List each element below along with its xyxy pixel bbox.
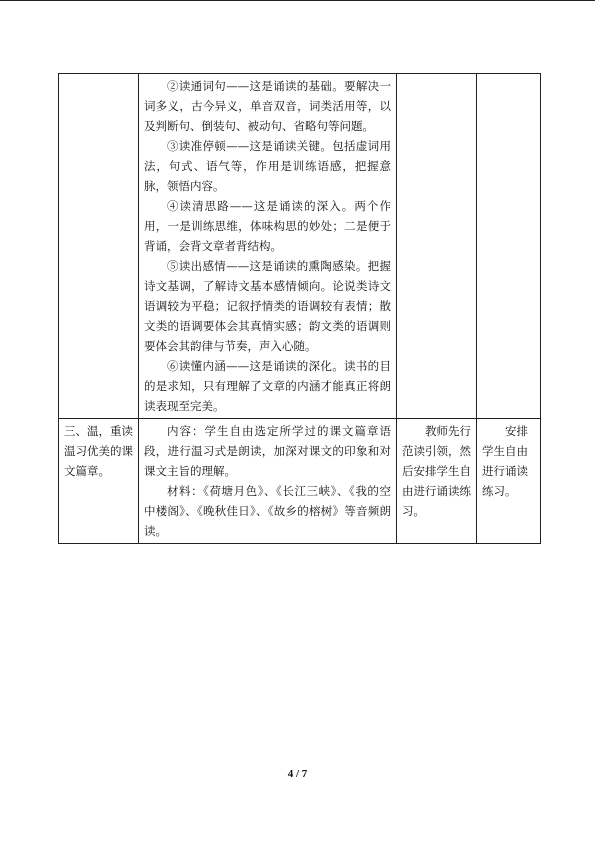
row1-student-cell bbox=[477, 74, 541, 419]
header-rule bbox=[0, 0, 595, 1]
row2-stage-cell bbox=[59, 419, 139, 544]
content-paragraph: ⑥读懂内涵——这是诵读的深化。读书的目的是求知，只有理解了文章的内涵才能真正将朗读表现至完美。 bbox=[144, 359, 391, 413]
content-paragraph: ③读准停顿——这是诵读关键。包括虚词用法，句式、语气等，作用是训练语感，把握意脉，领悟内容。 bbox=[144, 139, 391, 193]
stage-text: 三、温，重读温习优美的课文篇章。 bbox=[64, 424, 133, 478]
student-activity-text: 安排学生自由进行诵读练习。 bbox=[482, 424, 528, 498]
row2-student-cell bbox=[477, 419, 541, 544]
row1-stage-cell bbox=[59, 74, 139, 419]
content-paragraph: 内容：学生自由选定所学过的课文篇章语段，进行温习式是朗读，加深对课文的印象和对课文主旨的理解。 bbox=[144, 424, 391, 478]
row1-teacher-cell bbox=[397, 74, 477, 419]
table-row bbox=[59, 419, 541, 544]
content-paragraph: ④读清思路——这是诵读的深入。两个作用，一是训练思维，体味构思的妙处；二是便于背诵，会背文章者背结构。 bbox=[144, 199, 391, 253]
content-paragraph: 材料：《荷塘月色》、《长江三峡》、《我的空中楼阁》、《晚秋佳日》、《故乡的榕树》等音频朗读。 bbox=[144, 484, 391, 538]
content-paragraph: ②读通词句——这是诵读的基础。要解决一词多义，古今异义，单音双音，词类活用等，以及判断句、倒装句、被动句、省略句等问题。 bbox=[144, 79, 391, 133]
row1-content-cell bbox=[139, 74, 397, 419]
content-paragraph: ⑤读出感情——这是诵读的熏陶感染。把握诗文基调，了解诗文基本感情倾向。论说类诗文语调较为平稳；记叙抒情类的语调较有表情；散文类的语调要体会其真情实感；韵文类的语调则要体会其韵律与节奏，声入心随。 bbox=[144, 259, 391, 353]
table-row bbox=[59, 74, 541, 419]
page-number: 4 / 7 bbox=[287, 768, 308, 780]
row2-content-cell bbox=[139, 419, 397, 544]
teacher-activity-text: 教师先行范读引领，然后安排学生自由进行诵读练习。 bbox=[402, 424, 471, 518]
lesson-plan-table bbox=[58, 73, 541, 544]
row2-teacher-cell bbox=[397, 419, 477, 544]
